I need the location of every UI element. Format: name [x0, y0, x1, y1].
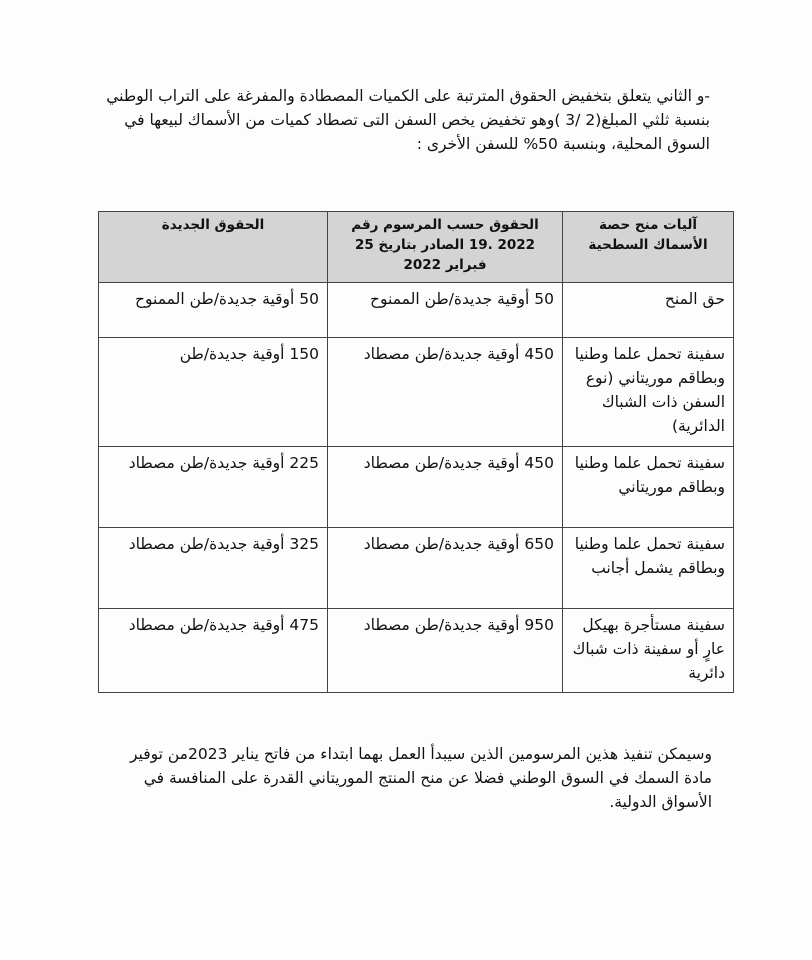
cell-decree-rights: 50 أوقية جديدة/طن الممنوح [328, 283, 563, 338]
cell-decree-rights: 450 أوقية جديدة/طن مصطاد [328, 447, 563, 528]
cell-mechanism: حق المنح [563, 283, 734, 338]
cell-new-rights: 50 أوقية جديدة/طن الممنوح [99, 283, 328, 338]
cell-decree-rights: 950 أوقية جديدة/طن مصطاد [328, 609, 563, 693]
table-row [99, 447, 734, 528]
intro-paragraph [100, 84, 710, 156]
table-row [99, 283, 734, 338]
header-decree-rights: الحقوق حسب المرسوم رقم 2022 .19 الصادر بتاريخ 25 فبراير 2022 [328, 212, 563, 283]
fishing-rights-table [98, 211, 734, 693]
cell-mechanism: سفينة تحمل علما وطنيا وبطاقم موريتاني [563, 447, 734, 528]
intro-line-1: -و الثاني يتعلق بتخفيض الحقوق المترتبة على الكميات المصطادة والمفرغة على التراب الوطني [106, 87, 710, 105]
cell-decree-rights: 650 أوقية جديدة/طن مصطاد [328, 528, 563, 609]
table-row [99, 528, 734, 609]
header-new-rights: الحقوق الجديدة [99, 212, 328, 283]
cell-mechanism: سفينة تحمل علما وطنيا وبطاقم يشمل أجانب [563, 528, 734, 609]
cell-new-rights: 325 أوقية جديدة/طن مصطاد [99, 528, 328, 609]
closing-text: وسيمكن تنفيذ هذين المرسومين الذين سيبدأ العمل بهما ابتداء من فاتح يناير 2023من توفير مادة السمك في السوق الوطني فضلا عن منح المنتج الموريتاني القدرة على المنافسة في الأسواق الدولية. [129, 745, 712, 811]
table-row [99, 609, 734, 693]
cell-mechanism: سفينة مستأجرة بهيكل عارٍ أو سفينة ذات شباك دائرية [563, 609, 734, 693]
cell-new-rights: 475 أوقية جديدة/طن مصطاد [99, 609, 328, 693]
cell-new-rights: 225 أوقية جديدة/طن مصطاد [99, 447, 328, 528]
cell-new-rights: 150 أوقية جديدة/طن [99, 338, 328, 447]
cell-mechanism: سفينة تحمل علما وطنيا وبطاقم موريتاني (نوع السفن ذات الشباك الدائرية) [563, 338, 734, 447]
closing-paragraph [100, 742, 712, 814]
table-header-row [99, 212, 734, 283]
header-mechanism: آليات منح حصة الأسماك السطحية [563, 212, 734, 283]
table-row [99, 338, 734, 447]
cell-decree-rights: 450 أوقية جديدة/طن مصطاد [328, 338, 563, 447]
intro-line-2: بنسبة ثلثي المبلغ(2 /3 )وهو تخفيض يخص السفن التى تصطاد كميات من الأسماك لبيعها في السوق المحلية، وبنسبة 50% للسفن الأخرى : [124, 111, 710, 153]
